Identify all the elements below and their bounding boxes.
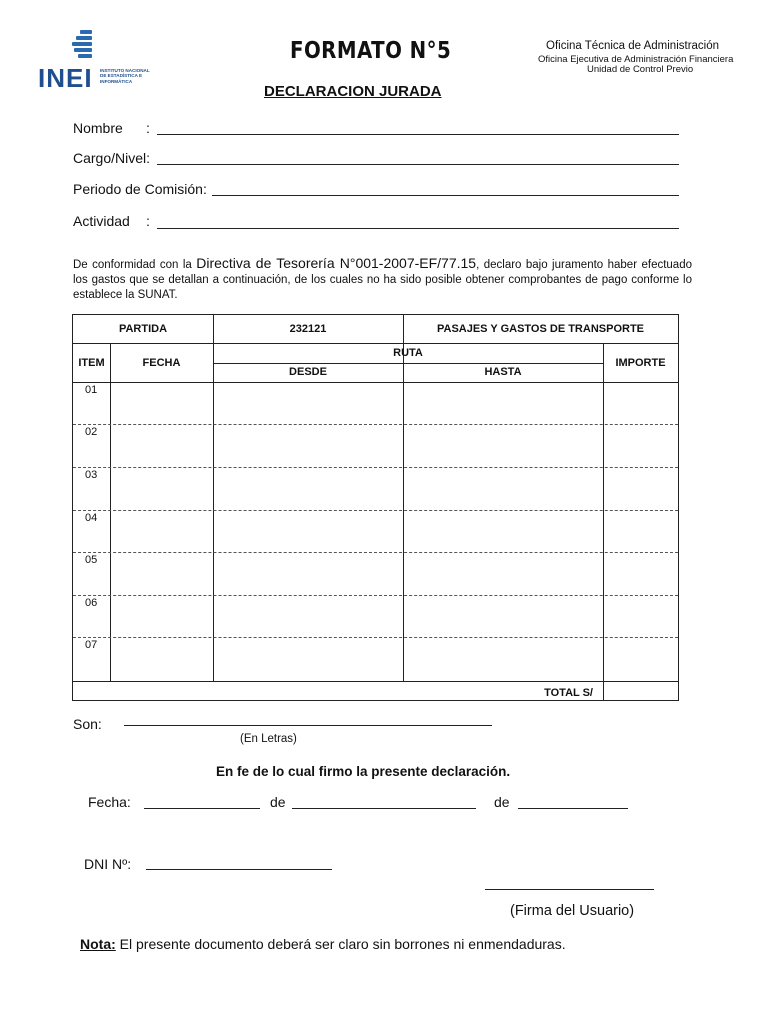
office-line-2: Oficina Ejecutiva de Administración Financiera xyxy=(538,54,734,65)
table-row-item: 04 xyxy=(85,512,98,524)
office-line-1: Oficina Técnica de Administración xyxy=(546,40,720,52)
actividad-label: Actividad xyxy=(73,213,130,229)
desde-header: DESDE xyxy=(289,366,327,378)
dni-field[interactable] xyxy=(146,869,332,870)
logo-subtitle: INSTITUTO NACIONAL DE ESTADÍSTICA E INFORMÁTICA xyxy=(100,68,150,84)
office-line-3: Unidad de Control Previo xyxy=(587,64,694,75)
expenses-table xyxy=(72,314,679,701)
nombre-colon: : xyxy=(146,120,150,136)
total-field[interactable] xyxy=(604,682,678,700)
nombre-label: Nombre xyxy=(73,120,123,136)
cargo-field[interactable] xyxy=(157,164,679,165)
cargo-label: Cargo/Nivel: xyxy=(73,150,151,166)
fecha-year-field[interactable] xyxy=(518,808,628,809)
directiva-reference: Directiva de Tesorería N°001-2007-EF/77.15 xyxy=(196,255,477,271)
item-header: ITEM xyxy=(78,357,105,369)
importe-header: IMPORTE xyxy=(615,357,666,369)
table-row-item: 05 xyxy=(85,554,98,566)
dni-label: DNI Nº: xyxy=(84,856,132,872)
fecha-day-field[interactable] xyxy=(144,808,260,809)
form-subtitle: DECLARACION JURADA xyxy=(264,83,442,100)
son-hint: (En Letras) xyxy=(240,733,297,745)
note-label: Nota: xyxy=(80,936,116,952)
periodo-label: Periodo de Comisión: xyxy=(73,181,207,197)
table-row-item: 07 xyxy=(85,639,98,651)
signature-label: (Firma del Usuario) xyxy=(510,903,635,919)
table-row-item: 01 xyxy=(85,384,98,396)
table-row-item: 06 xyxy=(85,597,98,609)
ruta-header: RUTA xyxy=(393,347,423,359)
inei-logo xyxy=(38,30,148,94)
periodo-field[interactable] xyxy=(212,195,679,196)
table-row-item: 03 xyxy=(85,469,98,481)
table-row-item: 02 xyxy=(85,426,98,438)
partida-description: PASAJES Y GASTOS DE TRANSPORTE xyxy=(436,323,644,335)
actividad-field[interactable] xyxy=(157,228,679,229)
fecha-de-1: de xyxy=(270,794,286,810)
signature-line[interactable] xyxy=(485,889,654,890)
fecha-label: Fecha: xyxy=(88,794,131,810)
partida-header: PARTIDA xyxy=(118,323,168,335)
note xyxy=(80,936,566,952)
paragraph-part-1: De conformidad con la xyxy=(73,259,197,271)
son-label: Son: xyxy=(73,716,102,732)
form-title: FORMATO N°5 xyxy=(290,38,452,64)
fecha-header: FECHA xyxy=(142,357,181,369)
nombre-field[interactable] xyxy=(157,134,679,135)
declaration-paragraph xyxy=(73,256,692,303)
fecha-de-2: de xyxy=(494,794,510,810)
partida-code: 232121 xyxy=(289,323,327,335)
declaration-statement: En fe de lo cual firmo la presente declaración. xyxy=(216,764,511,779)
actividad-colon: : xyxy=(146,213,150,229)
note-text: El presente documento deberá ser claro sin borrones ni enmendaduras. xyxy=(115,936,566,952)
fecha-month-field[interactable] xyxy=(292,808,476,809)
logo-brand: INEI xyxy=(38,63,93,93)
paragraph-part-3: , declaro bajo juramento haber efectuado los gastos que se detallan a continuación, de los cuales no ha sido posible obtener comprobantes de pago conforme lo establece la SUNAT. xyxy=(73,259,692,301)
total-label: TOTAL S/ xyxy=(544,687,593,699)
son-field[interactable] xyxy=(124,725,492,726)
hasta-header: HASTA xyxy=(484,366,522,378)
